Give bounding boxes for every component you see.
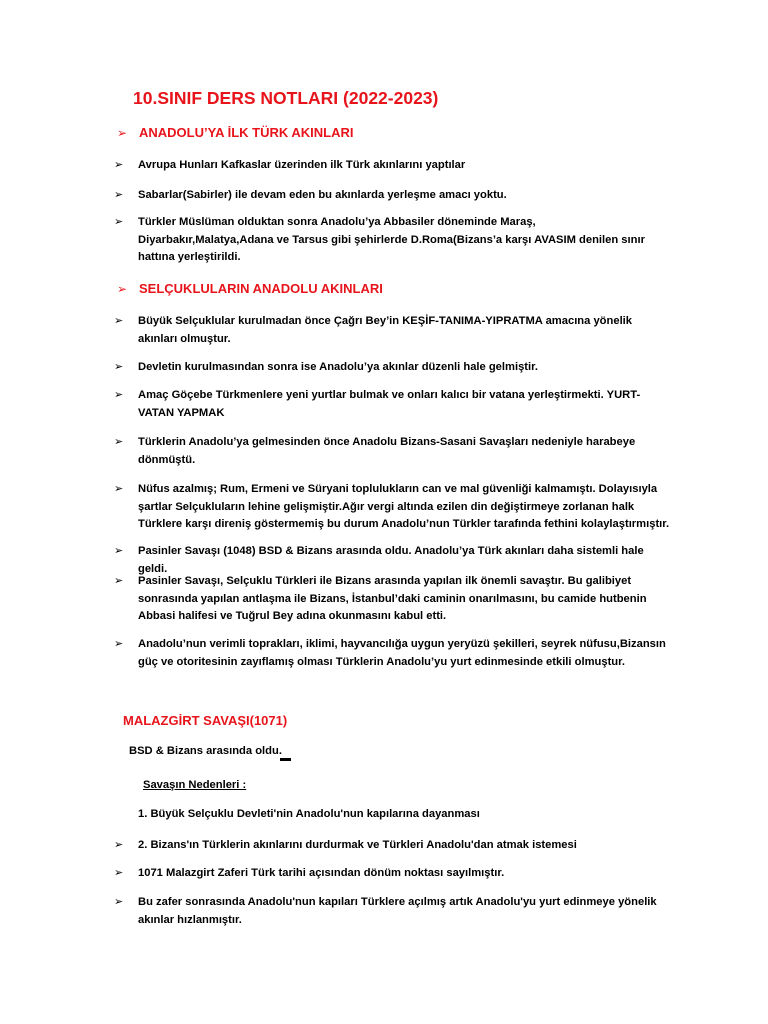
arrow-bullet-icon: ➢ — [114, 867, 124, 879]
arrow-bullet-icon: ➢ — [117, 282, 128, 296]
list-item-text: Sabarlar(Sabirler) ile devam eden bu akınlarda yerleşme amacı yoktu. — [138, 189, 507, 201]
section-heading-selcuklu-akinlari — [117, 281, 383, 296]
arrow-bullet-icon: ➢ — [114, 483, 124, 495]
list-item-text: 1071 Malazgirt Zaferi Türk tarihi açısından dönüm noktası sayılmıştır. — [138, 867, 505, 879]
list-item-text: Devletin kurulmasından sonra ise Anadolu’ya akınlar düzenli hale gelmiştir. — [138, 361, 538, 373]
arrow-bullet-icon: ➢ — [114, 839, 124, 851]
list-item-text: Amaç Göçebe Türkmenlere yeni yurtlar bulmak ve onları kalıcı bir vatana yerleştirmekti. YURT-VATAN YAPMAK — [138, 389, 641, 419]
arrow-bullet-icon: ➢ — [114, 896, 124, 908]
list-item-text: Pasinler Savaşı, Selçuklu Türkleri ile Bizans arasında yapılan ilk önemli savaştır. Bu galibiyet sonrasında yapılan antlaşma ile Bizans, İstanbul’daki caminin onarılmasını, bu camide hutbenin Abbasi halifesi ve Tuğrul Bey adına okunmasını kabul etti. — [138, 575, 647, 622]
list-item — [114, 313, 674, 348]
arrow-bullet-icon: ➢ — [114, 189, 124, 201]
cause-item-1: 1. Büyük Selçuklu Devleti'nin Anadolu'nun kapılarına dayanması — [138, 808, 480, 820]
section-heading-anadolu-ilk-akinlar — [117, 125, 354, 140]
section-heading-malazgirt: MALAZGİRT SAVAŞI(1071) — [123, 713, 288, 728]
list-item-text: Avrupa Hunları Kafkaslar üzerinden ilk Türk akınlarını yaptılar — [138, 159, 466, 171]
section-heading-text: ANADOLU’YA İLK TÜRK AKINLARI — [139, 125, 354, 140]
list-item — [114, 157, 674, 175]
list-item — [114, 573, 674, 626]
list-item — [114, 434, 674, 469]
arrow-bullet-icon: ➢ — [114, 315, 124, 327]
arrow-bullet-icon: ➢ — [114, 159, 124, 171]
malazgirt-intro-text: BSD & Bizans arasında oldu. — [129, 745, 282, 757]
list-item-text: Nüfus azalmış; Rum, Ermeni ve Süryani toplulukların can ve mal güvenliği kalmamıştı. Dolayısıyla şartlar Selçukluların lehine gelişmiştir.Ağır vergi altında ezilen din değiştirmeye zorlanan halk Türklere karşı direniş göstermemiş bu durum Anadolu’nun Türkler tarafında fethini kolaylaştırmıştır. — [138, 483, 670, 530]
document-title: 10.SINIF DERS NOTLARI (2022-2023) — [133, 88, 439, 108]
causes-label: Savaşın Nedenleri : — [143, 779, 247, 791]
list-item — [114, 636, 674, 671]
arrow-bullet-icon: ➢ — [114, 638, 124, 650]
list-item — [114, 214, 674, 267]
list-item-text: Bu zafer sonrasında Anadolu'nun kapıları Türklere açılmış artık Anadolu'yu yurt edinmeye yönelik akınlar hızlanmıştır. — [138, 896, 657, 926]
list-item — [114, 387, 674, 422]
arrow-bullet-icon: ➢ — [114, 361, 124, 373]
list-item — [114, 187, 674, 205]
list-item — [114, 481, 674, 534]
list-item — [114, 865, 674, 883]
list-item — [114, 894, 674, 929]
list-item-text: Anadolu’nun verimli toprakları, iklimi, hayvancılığa uygun yeryüzü şekilleri, seyrek nüfusu,Bizansın güç ve otoritesinin zayıflamış olması Türklerin Anadolu’yu yurt edinmesinde etkili olmuştur. — [138, 638, 666, 668]
list-item-text: Türklerin Anadolu’ya gelmesinden önce Anadolu Bizans-Sasani Savaşları nedeniyle harabeye dönmüştü. — [138, 436, 636, 466]
arrow-bullet-icon: ➢ — [114, 436, 124, 448]
list-item — [114, 359, 674, 377]
dash-mark — [280, 758, 291, 761]
list-item-text: 2. Bizans'ın Türklerin akınlarını durdurmak ve Türkleri Anadolu'dan atmak istemesi — [138, 839, 577, 851]
list-item-text: Türkler Müslüman olduktan sonra Anadolu’ya Abbasiler döneminde Maraş, Diyarbakır,Malatya,Adana ve Tarsus gibi şehirlerde D.Roma(Bizans’a karşı AVASIM denilen sınır hattına yerleştirildi. — [138, 216, 645, 263]
list-item-text: Pasinler Savaşı (1048) BSD & Bizans arasında oldu. Anadolu’ya Türk akınları daha sistemli hale geldi. — [138, 545, 644, 575]
arrow-bullet-icon: ➢ — [117, 126, 128, 140]
arrow-bullet-icon: ➢ — [114, 216, 124, 228]
list-item-text: Büyük Selçuklular kurulmadan önce Çağrı Bey’in KEŞİF-TANIMA-YIPRATMA amacına yönelik akınları olmuştur. — [138, 315, 633, 345]
arrow-bullet-icon: ➢ — [114, 389, 124, 401]
section-heading-text: SELÇUKLULARIN ANADOLU AKINLARI — [139, 281, 383, 296]
arrow-bullet-icon: ➢ — [114, 545, 124, 557]
arrow-bullet-icon: ➢ — [114, 575, 124, 587]
list-item — [114, 837, 674, 855]
